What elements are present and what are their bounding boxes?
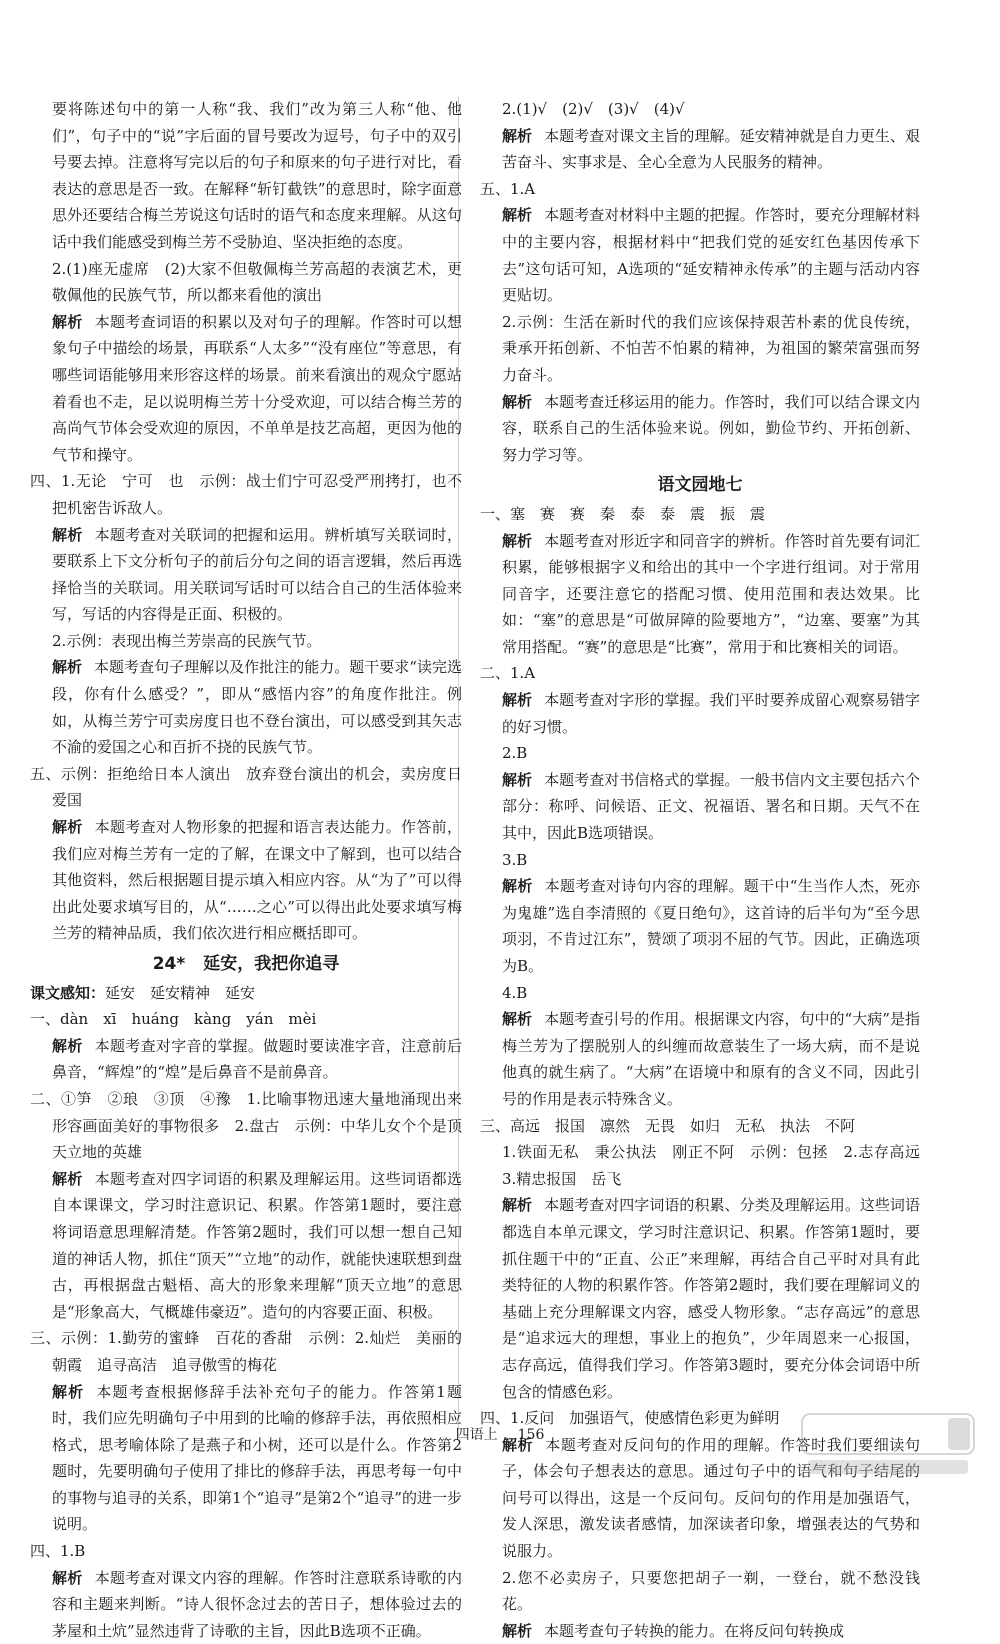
answer-text: 四、1.B: [30, 1542, 86, 1561]
analysis-label: 解析: [502, 531, 533, 550]
answer-text: 四、1.反问 加强语气，使感情色彩更为鲜明: [480, 1409, 780, 1428]
answer-text: 4.B: [502, 983, 528, 1002]
analysis-label: 解析: [52, 525, 83, 544]
analysis-para: [480, 389, 920, 469]
analysis-label: 解析: [502, 206, 533, 225]
answer-text: 二、1.A: [480, 664, 536, 683]
answer-text: 3.B: [502, 850, 528, 869]
analysis-text: 本题考查对人物形象的把握和语言表达能力。作答前，我们应对梅兰芳有一定的了解，在课文中了解到，也可以结合其他资料，然后根据题目提示填入相应内容。从“为了”可以得出此处要求填写目的，从“……之心”可以得出此处要求填写梅兰芳的精神品质，我们依次进行相应概括即可。: [52, 818, 462, 943]
analysis-label: 解析: [52, 1382, 85, 1401]
analysis-label: 解析: [52, 1169, 83, 1188]
analysis-label: 解析: [52, 312, 83, 331]
answer-text: 五、示例：拒绝给日本人演出 放弃登台演出的机会，卖房度日 爱国: [30, 764, 478, 810]
analysis-para: [30, 1033, 462, 1086]
perception-label: 课文感知：: [30, 983, 106, 1002]
analysis-text: 本题考查迁移运用的能力。作答时，我们可以结合课文内容，联系自己的生活体验来说。例如，勤俭节约、开拓创新、努力学习等。: [502, 392, 920, 464]
answer-text: 要将陈述句中的第一人称“我、我们”改为第三人称“他、他们”，句子中的“说”字后面的冒号要改为逗号，句子中的双引号要去掉。注意将写完以后的句子和原来的句子进行对比，看表达的意思是否一致。在解释“斩钉截铁”的意思时，除字面意思外还要结合梅兰芳说这句话时的语气和态度来理解。从这句话中我们能感受到梅兰芳不受胁迫、坚决拒绝的态度。: [52, 100, 462, 251]
analysis-para: [30, 654, 462, 760]
analysis-label: 解析: [52, 1036, 83, 1055]
answer-text: 三、高远 报国 凛然 无畏 如归 无私 执法 不阿: [480, 1116, 856, 1135]
analysis-label: 解析: [502, 770, 533, 789]
analysis-para: [30, 1565, 462, 1644]
answer-text: 2.B: [502, 744, 528, 763]
analysis-para: [480, 123, 920, 176]
analysis-para: [30, 1379, 462, 1539]
answer-text: 1.铁面无私 秉公执法 刚正不阿 示例：包拯 2.志存高远 3.精忠报国 岳飞: [502, 1143, 936, 1188]
analysis-text: 本题考查对字音的掌握。做题时要读准字音，注意前后鼻音，“辉煌”的“煌”是后鼻音不是前鼻音。: [52, 1036, 462, 1082]
analysis-label: 解析: [502, 1010, 533, 1029]
analysis-text: 本题考查词语的积累以及对句子的理解。作答时可以想象句子中描绘的场景，再联系“人太多”“没有座位”等意思，有哪些词语能够用来形容这样的场景。前来看演出的观众宁愿站着看也不走，足以说明梅兰芳十分受欢迎，可以结合梅兰芳的高尚气节体会受欢迎的原因，不单单是技艺高超，更因为他的气节和操守。: [52, 312, 462, 464]
analysis-label: 解析: [502, 691, 533, 710]
answer-text: 二、①笋 ②琅 ③顶 ④豫 1.比喻事物迅速大量地涌现出来 形容画面美好的事物很多 2.盘古 示例：中华儿女个个是顶天立地的英雄: [30, 1089, 478, 1162]
analysis-text: 本题考查对字形的掌握。我们平时要养成留心观察易错字的好习惯。: [502, 691, 920, 736]
analysis-para: [480, 687, 920, 740]
analysis-text: 本题考查引号的作用。根据课文内容，句中的“大病”是指梅兰芳为了摆脱别人的纠缠而故意装生了一场大病，而不是说他真的就生病了。“大病”在语境中和原有的含义不同，因此引号的作用是表示特殊含义。: [502, 1010, 920, 1108]
analysis-label: 解析: [502, 126, 533, 145]
analysis-label: 解析: [52, 818, 83, 837]
analysis-para: [480, 528, 920, 661]
analysis-para: [30, 1166, 462, 1326]
analysis-text: 本题考查句子理解以及作批注的能力。题干要求“读完选段，你有什么感受？”，即从“感悟内容”的角度作批注。例如，从梅兰芳宁可卖房度日也不登台演出，可以感受到其矢志不渝的爱国之心和百折不挠的民族气节。: [52, 658, 462, 757]
perception-text: 延安 延安精神 延安: [105, 983, 256, 1002]
answer-text: 四、1.无论 宁可 也 示例：战士们宁可忍受严刑拷打，也不把机密告诉敌人。: [30, 472, 462, 517]
lesson-title-text: 延安，我把你追寻: [203, 954, 340, 974]
analysis-text: 本题考查对关联词的把握和运用。辨析填写关联词时，要联系上下文分析句子的前后分句之间的语言逻辑，然后再选择恰当的关联词。用关联词写话时可以结合自己的生活体验来写，写话的内容得是正面、积极的。: [52, 525, 462, 624]
analysis-text: 本题考查句子转换的能力。在将反问句转换成: [544, 1621, 845, 1640]
lesson-number: 24*: [152, 954, 186, 974]
analysis-label: 解析: [502, 1196, 533, 1215]
unit-title: 语文园地七: [657, 475, 743, 496]
analysis-label: 解析: [502, 1621, 533, 1640]
answer-text: 2.示例：生活在新时代的我们应该保持艰苦朴素的优良传统，秉承开拓创新、不怕苦不怕累的精神，为祖国的繁荣富强而努力奋斗。: [502, 312, 920, 384]
analysis-text: 本题考查对诗句内容的理解。题干中“生当作人杰，死亦为鬼雄”选自李清照的《夏日绝句》，这首诗的后半句为“至今思项羽，不肯过江东”，赞颂了项羽不屈的气节。因此，正确选项为B。: [502, 877, 920, 975]
analysis-para: [480, 202, 920, 308]
analysis-text: 本题考查对课文内容的理解。作答时注意联系诗歌的内容和主题来判断。“诗人很怀念过去的苦日子，想体验过去的茅屋和土炕”显然违背了诗歌的主旨，因此B选项不正确。: [52, 1568, 462, 1640]
analysis-para: [30, 522, 462, 628]
answer-text: 一、塞 赛 赛 秦 泰 泰 震 振 震: [480, 504, 766, 523]
analysis-text: 本题考查对形近字和同音字的辨析。作答时首先要有词汇积累，能够根据字义和给出的其中一个字进行组词。对于常用同音字，还要注意它的搭配习惯、使用范围和表达效果。比如：“塞”的意思是“可做屏障的险要地方”，“边塞、要塞”为其常用搭配。“赛”的意思是“比赛”，常用于和比赛相关的词语。: [502, 531, 920, 656]
book-label: 四语上: [455, 1427, 498, 1443]
analysis-para: [480, 1192, 920, 1405]
analysis-label: 解析: [52, 658, 83, 677]
answer-text: 五、1.A: [480, 179, 536, 198]
analysis-label: 解析: [502, 877, 533, 896]
answer-text: 一、dàn xī huáng kàng yán mèi: [30, 1010, 317, 1029]
analysis-text: 本题考查对材料中主题的把握。作答时，要充分理解材料中的主要内容，根据材料中“把我们党的延安红色基因传承下去”这句话可知，A选项的“延安精神永传承”的主题与活动内容更贴切。: [502, 206, 920, 305]
analysis-para: [480, 1618, 920, 1644]
analysis-para: [480, 873, 920, 979]
analysis-text: 本题考查对四字词语的积累、分类及理解运用。这些词语都选自本单元课文，学习时注意识记、积累。作答第1题时，要抓住题干中的“正直、公正”来理解，再结合自己平时对具有此类特征的人物的积累作答。作答第2题时，我们要在理解词义的基础上充分理解课文内容，感受人物形象。“志存高远”的意思是“追求远大的理想，事业上的抱负”，少年周恩来一心报国，志存高远，值得我们学习。作答第3题时，要充分体会词语中所包含的情感色彩。: [502, 1196, 920, 1401]
analysis-text: 本题考查根据修辞手法补充句子的能力。作答第1题时，我们应先明确句子中用到的比喻的修辞手法，再依照相应格式，思考喻体除了是燕子和小树，还可以是什么。作答第2题时，先要明确句子使用了排比的修辞手法，再思考每一句中的事物与追寻的关系，即第1个“追寻”是第2个“追寻”的进一步说明。: [52, 1382, 462, 1534]
watermark-logo-icon: [798, 1410, 978, 1480]
analysis-text: 本题考查对反问句的作用的理解。作答时我们要细读句子，体会句子想表达的意思。通过句子中的语气和句子结尾的问号可以得出，这是一个反问句。反问句的作用是加强语气，发人深思，激发读者感情，加深读者印象，增强表达的气势和说服力。: [502, 1435, 920, 1561]
analysis-para: [480, 767, 920, 847]
analysis-label: 解析: [502, 392, 533, 411]
analysis-para: [480, 1006, 920, 1112]
answer-text: 2.(1)座无虚席 (2)大家不但敬佩梅兰芳高超的表演艺术，更敬佩他的民族气节，所以都来看他的演出: [52, 259, 462, 305]
answer-text: 2.您不必卖房子，只要您把胡子一剃，一登台，就不愁没钱花。: [502, 1568, 920, 1614]
answer-text: 三、示例：1.勤劳的蜜蜂 百花的香甜 示例：2.灿烂 美丽的朝霞 追寻高洁 追寻傲雪的梅花: [30, 1329, 462, 1374]
analysis-para: [30, 814, 462, 947]
analysis-text: 本题考查对课文主旨的理解。延安精神就是自力更生、艰苦奋斗、实事求是、全心全意为人民服务的精神。: [502, 126, 920, 172]
analysis-label: 解析: [502, 1435, 534, 1454]
answer-text: [30, 980, 462, 1007]
lesson-title: [30, 951, 462, 978]
analysis-text: 本题考查对书信格式的掌握。一般书信内文主要包括六个部分：称呼、问候语、正文、祝福语、署名和日期。天气不在其中，因此B选项错误。: [502, 770, 920, 843]
analysis-text: 本题考查对四字词语的积累及理解运用。这些词语都选自本课课文，学习时注意识记、积累。作答第1题时，要注意将词语意思理解清楚。作答第2题时，我们可以想一想自己知道的神话人物，抓住“顶天”“立地”的动作，就能快速联想到盘古，再根据盘古魁梧、高大的形象来理解“顶天立地”的意思是“形象高大，气概雄伟豪迈”。造句的内容要正面、积极。: [52, 1169, 462, 1321]
answer-text: 2.(1)√ (2)√ (3)√ (4)√: [502, 100, 685, 118]
analysis-para: [30, 309, 462, 469]
answer-text: 2.示例：表现出梅兰芳崇高的民族气节。: [52, 631, 322, 650]
page-number: 156: [517, 1427, 545, 1443]
analysis-label: 解析: [52, 1568, 83, 1587]
